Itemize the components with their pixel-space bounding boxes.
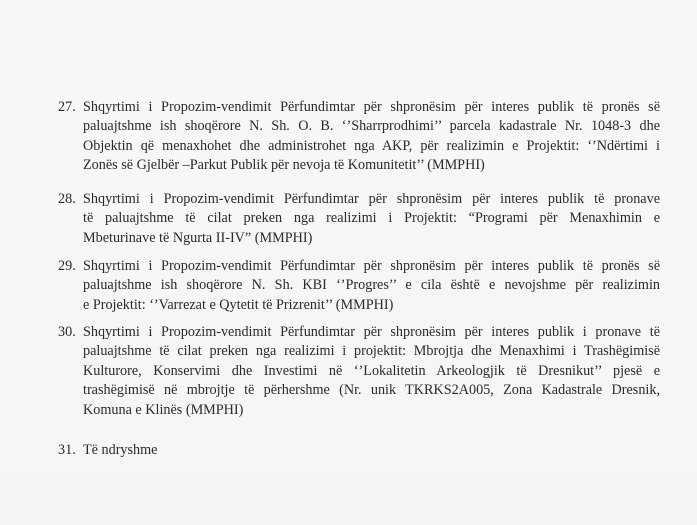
agenda-item-27 bbox=[58, 98, 660, 176]
agenda-item-number: 28. bbox=[58, 191, 76, 207]
text-line: Shqyrtimi i Propozim-vendimit Përfundimtar për shpronësim për interes publik të pronës së bbox=[83, 99, 660, 115]
agenda-item-30 bbox=[58, 323, 660, 420]
agenda-item-31 bbox=[58, 441, 660, 460]
agenda-item-number: 30. bbox=[58, 324, 76, 340]
agenda-item-text bbox=[83, 257, 660, 315]
agenda-item-number: 29. bbox=[58, 258, 76, 274]
text-line: Kulturore, Konservimi dhe Investimi në ‘’Lokalitetin Arkeologjik të Dresnikut’’ pjesë e bbox=[83, 362, 660, 379]
text-line: të paluajtshme të cilat preken nga realizimi i Projektit: “Programi për Menaxhimin e bbox=[83, 210, 660, 227]
agenda-item-28 bbox=[58, 190, 660, 248]
text-line: paluajtshme të cilat preken nga realizimi i projektit: Mbrojtja dhe Menaxhimi i Trashëgimisë bbox=[83, 343, 660, 360]
text-line: Mbeturinave të Ngurta II-IV” (MMPHI) bbox=[83, 229, 313, 246]
text-line: Të ndryshme bbox=[83, 442, 158, 458]
text-line: trashëgimisë në mbrojtje të përhershme (Nr. unik TKRKS2A005, Zona Kadastrale Dresnik, bbox=[83, 382, 660, 399]
text-line: Objektin që menaxhohet dhe administrohet nga AKP, për realizimin e Projektit: ‘’Ndërtimi i bbox=[83, 137, 660, 154]
text-line: Komuna e Klinës (MMPHI) bbox=[83, 401, 244, 418]
agenda-item-29 bbox=[58, 257, 660, 315]
agenda-item-number: 31. bbox=[58, 442, 76, 458]
agenda-item-text bbox=[83, 190, 660, 248]
text-line: Zonës së Gjelbër –Parkut Publik për nevoja të Komunitetit’’ (MMPHI) bbox=[83, 157, 485, 174]
text-line: Shqyrtimi i Propozim-vendimit Përfundimtar për shpronësim për interes publik të pronave bbox=[83, 191, 660, 207]
agenda-item-number: 27. bbox=[58, 99, 76, 115]
agenda-item-text bbox=[83, 98, 660, 176]
text-line: paluajtshme ish shoqërore N. Sh. KBI ‘’Progres’’ e cila është e nevojshme për realizimin bbox=[83, 277, 660, 294]
agenda-item-text bbox=[83, 323, 660, 420]
text-line: Shqyrtimi i Propozim-vendimit Përfundimtar për shpronësim për interes publik i pronave të bbox=[83, 324, 660, 340]
agenda-item-text bbox=[83, 441, 660, 460]
text-line: Shqyrtimi i Propozim-vendimit Përfundimtar për shpronësim për interes publik të pronës së bbox=[83, 258, 660, 274]
text-line: paluajtshme ish shoqërore N. Sh. O. B. ‘’Sharrprodhimi’’ parcela kadastrale Nr. 1048-3 dhe bbox=[83, 118, 660, 135]
text-line: e Projektit: ‘’Varrezat e Qytetit të Prizrenit’’ (MMPHI) bbox=[83, 296, 394, 313]
